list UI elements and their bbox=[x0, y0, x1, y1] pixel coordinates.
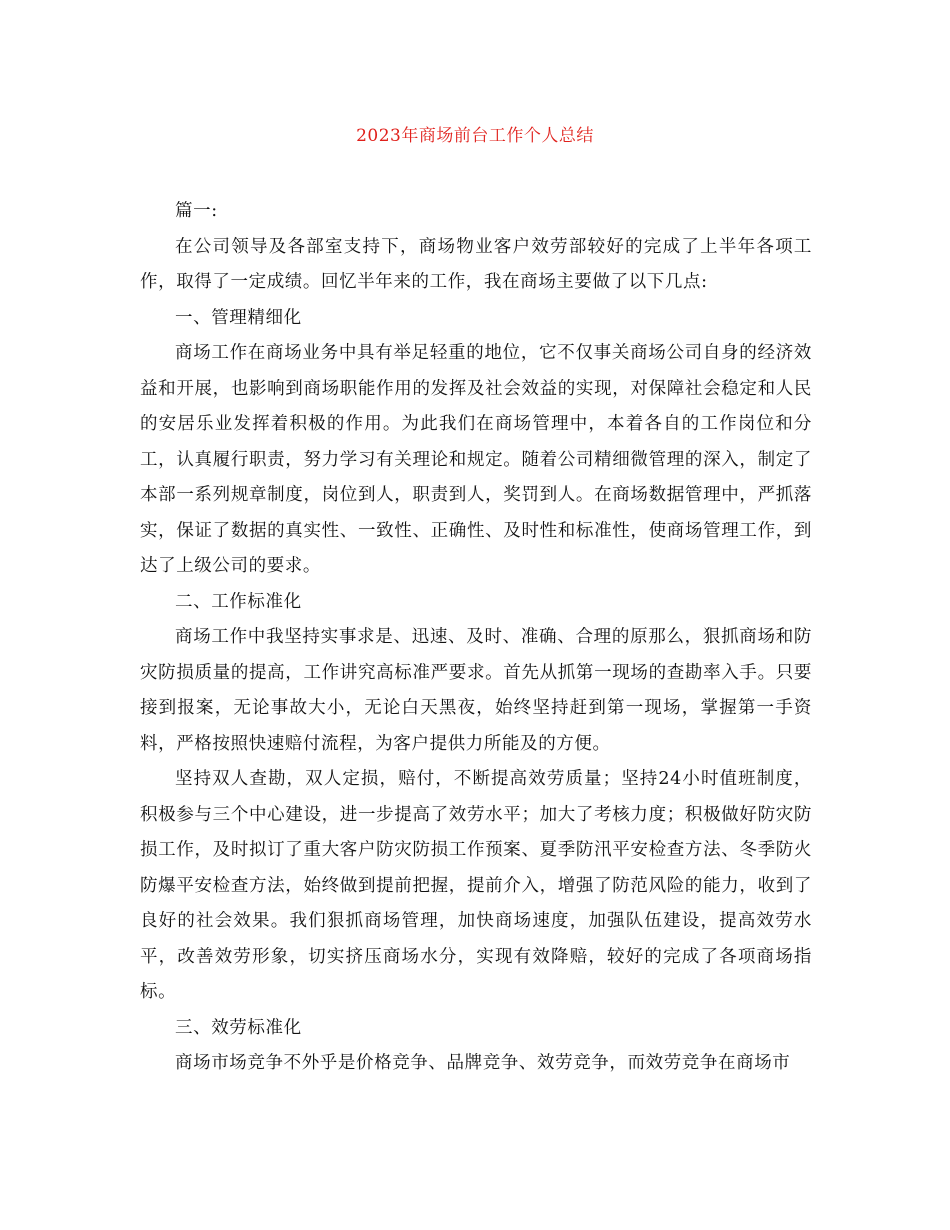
body-paragraph: 商场市场竞争不外乎是价格竞争、品牌竞争、效劳竞争，而效劳竞争在商场市 bbox=[175, 1053, 791, 1073]
document-title: 2023年商场前台工作个人总结 bbox=[356, 126, 594, 146]
document-body bbox=[140, 194, 812, 1082]
body-paragraph: 商场工作在商场业务中具有举足轻重的地位，它不仅事关商场公司自身的经济效益和开展，也影响到商场职能作用的发挥及社会效益的实现，对保障社会稳定和人民的安居乐业发挥着积极的作用。为此我们在商场管理中，本着各自的工作岗位和分工，认真履行职责，努力学习有关理论和规定。随着公司精细微管理的深入，制定了本部一系列规章制度，岗位到人，职责到人，奖罚到人。在商场数据管理中，严抓落实，保证了数据的真实性、一致性、正确性、及时性和标准性，使商场管理工作，到达了上级公司的要求。 bbox=[140, 343, 812, 576]
section-heading: 三、效劳标准化 bbox=[175, 1017, 302, 1038]
section-label: 篇一: bbox=[175, 201, 218, 221]
section-heading: 二、工作标准化 bbox=[175, 591, 302, 612]
section-heading: 一、管理精细化 bbox=[175, 307, 302, 328]
body-paragraph: 商场工作中我坚持实事求是、迅速、及时、准确、合理的原那么，狠抓商场和防灾防损质量的提高，工作讲究高标准严要求。首先从抓第一现场的查勘率入手。只要接到报案，无论事故大小，无论白天黑夜，始终坚持赶到第一现场，掌握第一手资料，严格按照快速赔付流程，为客户提供力所能及的方便。 bbox=[140, 627, 812, 754]
body-paragraph: 坚持双人查勘，双人定损，赔付，不断提高效劳质量；坚持24小时值班制度，积极参与三个中心建设，进一步提高了效劳水平；加大了考核力度；积极做好防灾防损工作，及时拟订了重大客户防灾防损工作预案、夏季防汛平安检查方法、冬季防火防爆平安检查方法，始终做到提前把握，提前介入，增强了防范风险的能力，收到了良好的社会效果。我们狠抓商场管理，加快商场速度，加强队伍建设，提高效劳水平，改善效劳形象，切实挤压商场水分，实现有效降赔，较好的完成了各项商场指标。 bbox=[140, 769, 812, 1002]
body-paragraph: 在公司领导及各部室支持下，商场物业客户效劳部较好的完成了上半年各项工作，取得了一定成绩。回忆半年来的工作，我在商场主要做了以下几点: bbox=[140, 236, 812, 292]
